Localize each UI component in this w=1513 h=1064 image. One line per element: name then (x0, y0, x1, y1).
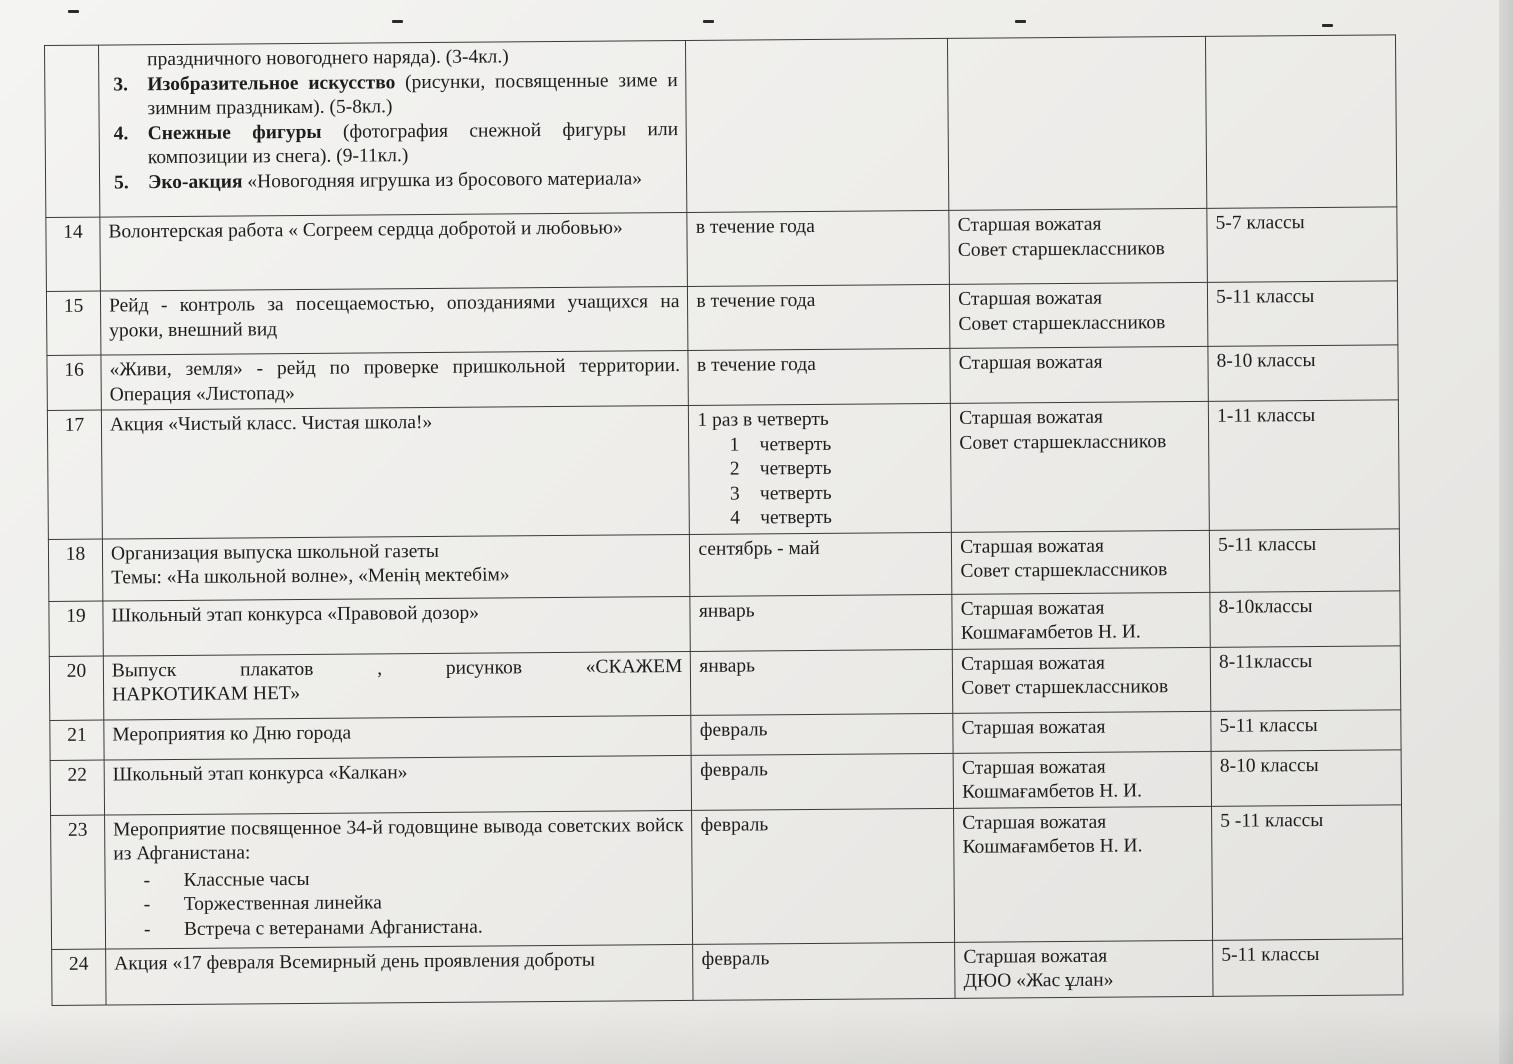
participants-cell: 8-10 классы (1211, 749, 1401, 805)
term-cell (693, 942, 955, 1000)
item-title: Снежные фигуры (147, 121, 322, 144)
row-number: 14 (46, 217, 101, 291)
participants-cell: 8-10классы (1210, 590, 1400, 646)
continuation-line: праздничного новогоднего наряда). (3-4кл.) (147, 46, 509, 71)
list-item: - Торжественная линейка (143, 892, 382, 916)
participants-cell: 1-11 классы (1208, 400, 1399, 530)
responsible-line: Кошмағамбетов Н. И. (962, 835, 1143, 858)
table-row-continuation (45, 35, 1397, 218)
item-number: 4. (113, 122, 129, 144)
responsible-line: Старшая вожатая (962, 811, 1107, 834)
event-text: Выпуск плакатов , рисунков «СКАЖЕМ (111, 655, 683, 681)
term-text: в течение года (696, 353, 816, 376)
quarter-number: 3 (729, 483, 740, 505)
event-cell (104, 715, 692, 760)
row-number: 17 (47, 410, 102, 539)
activity-plan-table (44, 34, 1404, 1005)
participants-cell: 5-11 классы (1208, 281, 1398, 346)
row-number: 21 (50, 720, 104, 760)
event-cell (98, 40, 687, 217)
term-cell (691, 649, 953, 715)
term-text: январь (698, 599, 755, 622)
term-cell (690, 532, 952, 596)
quarter-item (698, 431, 943, 457)
term-cell (688, 348, 950, 405)
participants-cell: 5-11 классы (1209, 528, 1399, 591)
paper-edge (1499, 0, 1513, 1064)
row-number: 22 (50, 760, 104, 815)
page-shadow (0, 1008, 1513, 1064)
term-cell (689, 403, 952, 534)
participants-cell: 8-10 классы (1208, 345, 1398, 401)
item-number: 3. (113, 73, 128, 95)
responsible-line: Старшая вожатая (958, 287, 1103, 310)
term-text: в течение года (695, 215, 815, 238)
responsible-line: Старшая вожатая (957, 213, 1102, 236)
responsible-cell (950, 282, 1208, 348)
scan-mark (1322, 24, 1333, 27)
event-cell (101, 350, 689, 410)
quarter-number: 2 (729, 458, 740, 480)
event-text: Школьный этап конкурса «Правовой дозор» (111, 602, 479, 626)
term-cell (691, 713, 953, 755)
term-text: февраль (699, 718, 768, 741)
event-sublist (113, 864, 684, 942)
item-text: (фотография снежной фигуры или композиции из снега). (9-11кл.) (147, 118, 679, 169)
table-row (46, 207, 1398, 292)
responsible-cell (953, 751, 1211, 808)
participants-cell: 5-11 классы (1211, 709, 1401, 750)
responsible-line: Старшая вожатая (961, 756, 1106, 779)
event-text: Акция «17 февраля Всемирный день проявления доброты (114, 949, 596, 974)
term-cell (692, 753, 954, 810)
participants-cell: 5-11 классы (1213, 938, 1403, 995)
participants-cell: 5 -11 классы (1212, 804, 1403, 939)
term-text: сентябрь - май (698, 537, 820, 560)
term-cell (690, 594, 952, 651)
participants-cell: 5-7 классы (1207, 207, 1397, 282)
responsible-cell (952, 530, 1210, 594)
responsible-line: Совет старшеклассников (961, 676, 1169, 699)
scan-mark (1015, 20, 1026, 23)
list-item: - Классные часы (143, 868, 310, 891)
responsible-cell (950, 346, 1208, 403)
responsible-line: Старшая вожатая (961, 716, 1106, 739)
contest-nominations-list (107, 69, 678, 196)
responsible-line: Кошмағамбетов Н. И. (962, 780, 1143, 803)
event-text: Мероприятия ко Дню города (112, 722, 352, 745)
quarter-label: четверть (759, 482, 832, 504)
term-text: январь (699, 654, 756, 677)
table-row (51, 804, 1403, 949)
term-cell (688, 284, 950, 350)
sub-item-text: Встреча с ветеранами Афганистана. (183, 916, 483, 940)
table-row (52, 938, 1403, 1005)
table-row (46, 281, 1397, 356)
responsible-cell (951, 401, 1210, 532)
quarter-label: четверть (759, 457, 832, 480)
responsible-cell (948, 36, 1207, 210)
term-cell (692, 808, 955, 944)
event-text: «Живи, земля» - рейд по проверке пришкольной территории. Операция «Листопад» (109, 355, 681, 405)
term-text: в течение года (696, 289, 816, 312)
term-text: февраль (700, 813, 769, 836)
event-text: Рейд - контроль за посещаемостью, опозданиями учащихся на уроки, внешний вид (108, 291, 680, 341)
event-text: Волонтерская работа « Согреем сердца добротой и любовью» (108, 217, 623, 243)
responsible-cell (954, 806, 1213, 942)
item-title: Изобразительное искусство (147, 71, 396, 95)
row-number-cell (45, 45, 100, 217)
quarter-number: 1 (729, 434, 740, 456)
sub-item-text: Торжественная линейка (183, 892, 382, 915)
event-cell (100, 286, 688, 355)
event-text: Темы: «На школьной волне», «Менің мектебім» (111, 564, 510, 589)
term-text: 1 раз в четверть (697, 408, 829, 431)
quarter-item (698, 456, 943, 482)
row-number: 18 (48, 539, 102, 601)
list-item (108, 118, 679, 171)
responsible-cell (953, 711, 1211, 753)
list-item (108, 167, 679, 196)
item-number: 5. (113, 171, 129, 193)
scan-mark (392, 20, 403, 23)
scan-mark (703, 20, 714, 23)
event-text: НАРКОТИКАМ НЕТ» (111, 683, 301, 706)
row-number: 24 (52, 949, 106, 1005)
term-text: февраль (700, 758, 768, 781)
responsible-cell (952, 592, 1210, 649)
term-cell (687, 210, 949, 286)
quarter-item (698, 505, 943, 531)
responsible-line: Совет старшеклассников (958, 311, 1166, 335)
responsible-cell (955, 940, 1213, 998)
responsible-line: Старшая вожатая (961, 652, 1105, 675)
table-row (48, 528, 1399, 601)
quarter-number: 4 (730, 507, 741, 529)
responsible-line: Старшая вожатая (958, 351, 1103, 374)
responsible-cell (953, 647, 1211, 713)
responsible-cell (949, 208, 1207, 284)
event-text: Мероприятие посвященное 34-й годовщине вывода советских войск из Афганистана: (113, 814, 684, 865)
event-cell (100, 212, 688, 291)
list-item (107, 69, 678, 122)
responsible-line: Старшая вожатая (960, 597, 1105, 620)
responsible-line: Старшая вожатая (959, 406, 1104, 429)
scan-mark (68, 10, 79, 13)
list-item: - Встреча с ветеранами Афганистана. (143, 916, 483, 940)
item-text: (рисунки, посвященные зиме и зимним праздникам). (5-8кл.) (147, 69, 678, 120)
event-cell (103, 596, 691, 656)
responsible-line: Совет старшеклассников (960, 559, 1168, 582)
responsible-line: ДЮО «Жас ұлан» (963, 969, 1114, 992)
event-cell (101, 405, 689, 538)
event-text: Организация выпуска школьной газеты (110, 540, 440, 564)
event-cell (106, 944, 694, 1005)
event-cell (104, 755, 692, 815)
event-cell (103, 651, 691, 720)
responsible-line: Кошмағамбетов Н. И. (960, 621, 1141, 644)
participants-cell: 8-11классы (1210, 645, 1400, 710)
quarter-item (698, 480, 943, 506)
sub-item-text: Классные часы (183, 868, 310, 891)
item-title: Эко-акция (147, 170, 243, 193)
event-text: Акция «Чистый класс. Чистая школа!» (109, 411, 433, 436)
responsible-line: Старшая вожатая (960, 535, 1105, 558)
term-cell (686, 38, 949, 212)
item-text: «Новогодняя игрушка из бросового материала» (242, 167, 643, 192)
responsible-line: Совет старшеклассников (959, 430, 1167, 454)
row-number: 23 (51, 815, 106, 949)
row-number: 19 (49, 601, 103, 656)
event-cell (102, 534, 690, 601)
responsible-line: Старшая вожатая (963, 945, 1108, 968)
responsible-line: Совет старшеклассников (957, 237, 1165, 261)
table-row (47, 400, 1399, 539)
row-number: 20 (49, 656, 103, 720)
event-cell (105, 810, 694, 949)
participants-cell (1206, 35, 1397, 208)
term-text: февраль (701, 947, 770, 970)
row-number: 16 (47, 355, 101, 410)
table-row (49, 645, 1400, 720)
quarter-label: четверть (760, 506, 832, 529)
quarter-label: четверть (759, 433, 832, 455)
event-text: Школьный этап конкурса «Калкан» (112, 761, 408, 785)
row-number: 15 (46, 291, 100, 355)
